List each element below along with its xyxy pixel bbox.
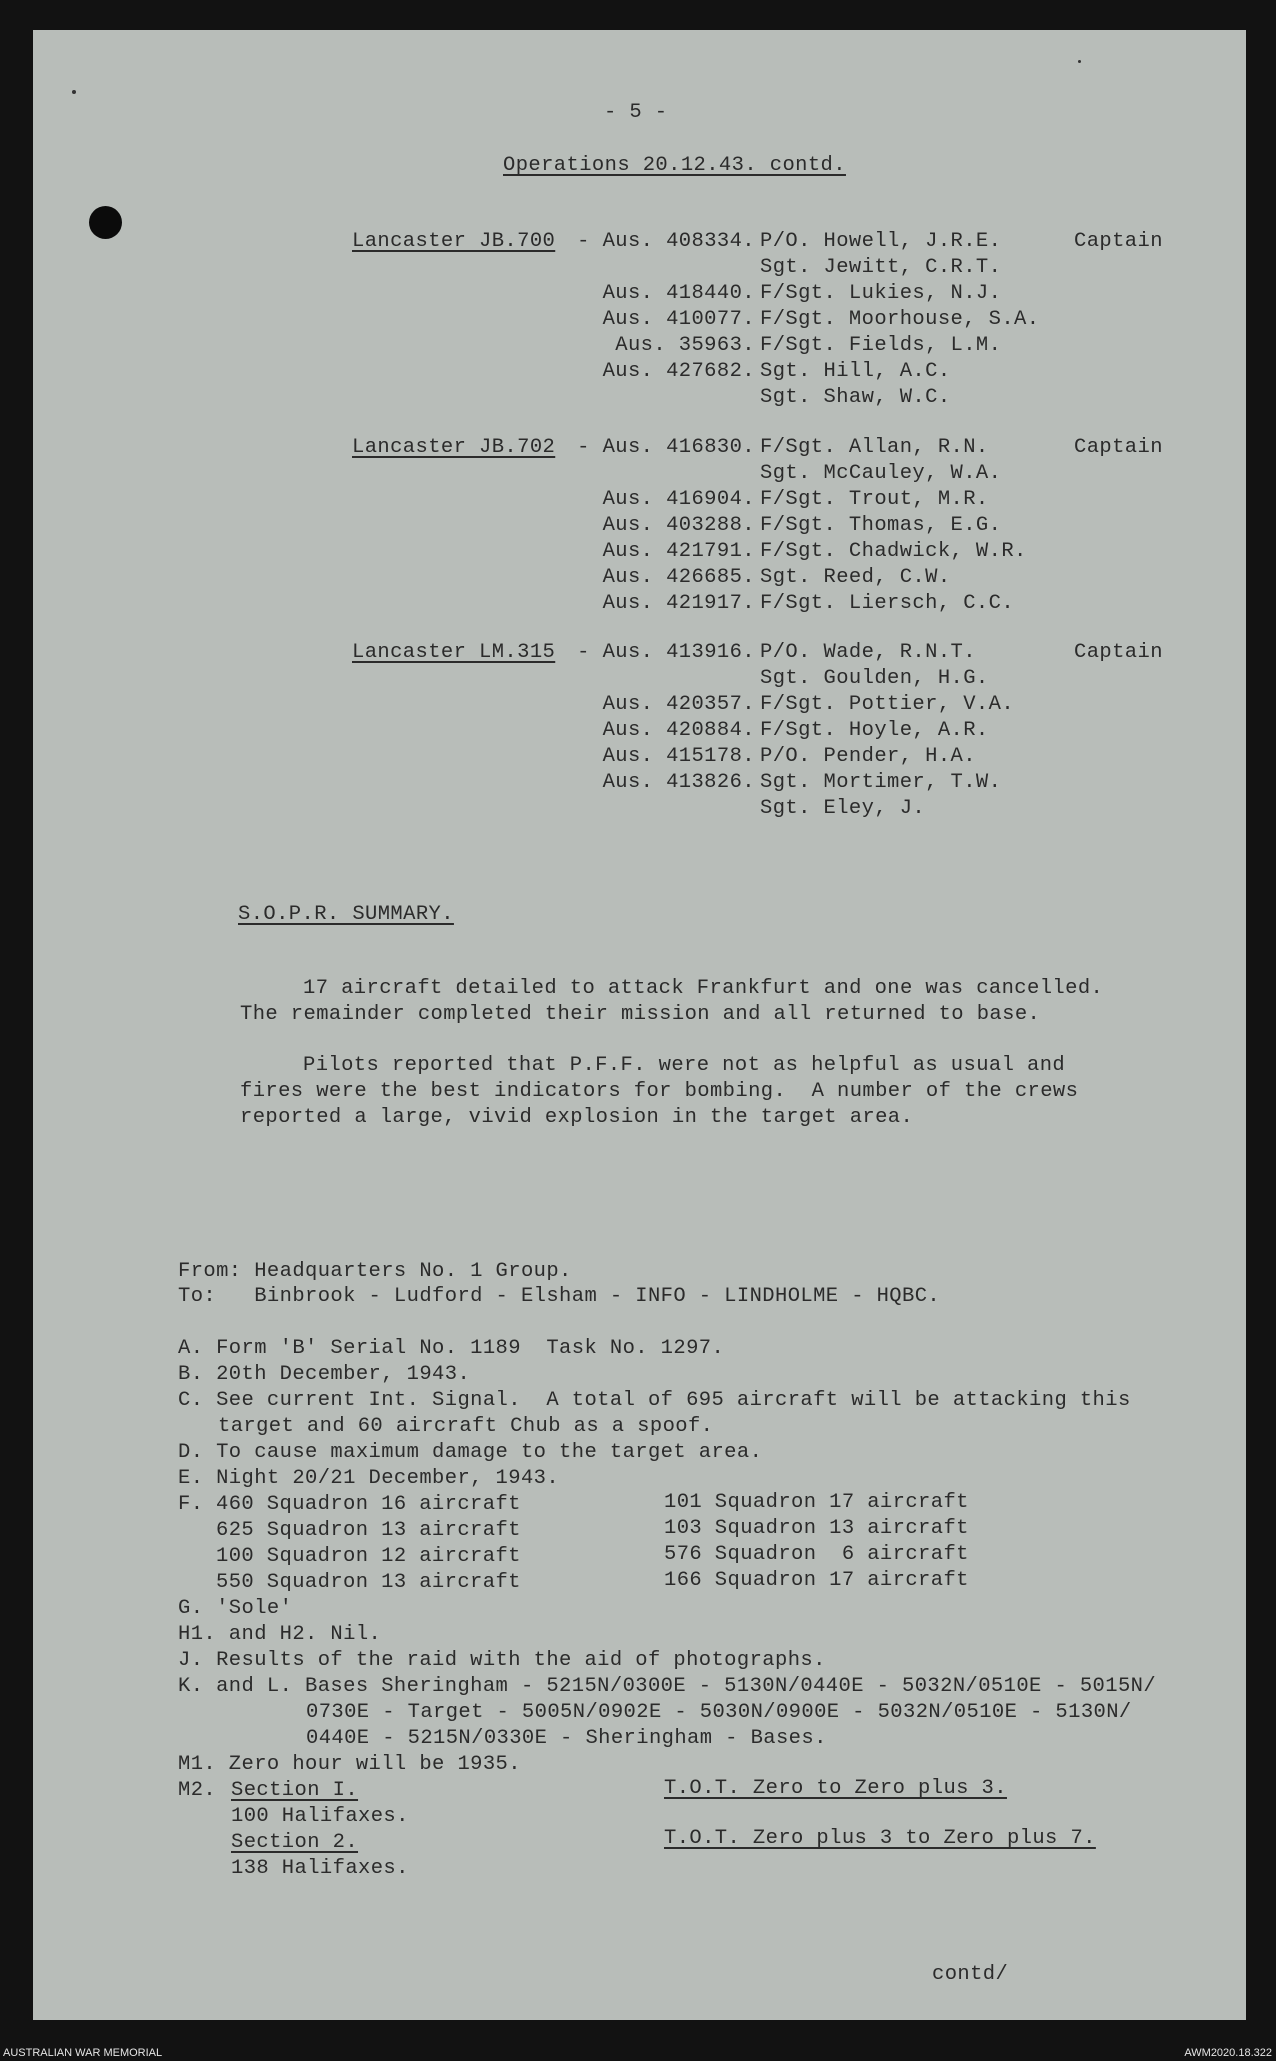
crew-member-name: P/O. Howell, J.R.E. xyxy=(760,230,1002,253)
service-number: Aus. 421917. xyxy=(602,592,755,615)
service-number: Aus. 426685. xyxy=(602,566,755,589)
crew-member-name: F/Sgt. Trout, M.R. xyxy=(760,488,989,511)
crew-member-name: F/Sgt. Liersch, C.C. xyxy=(760,592,1015,615)
captain-label: Captain xyxy=(1074,436,1163,459)
paper-speck xyxy=(1078,60,1081,63)
section-2-tot: T.O.T. Zero plus 3 to Zero plus 7. xyxy=(664,1827,1096,1850)
crew-member-name: Sgt. Reed, C.W. xyxy=(760,566,951,589)
punch-hole xyxy=(89,206,122,239)
aircraft-label: Lancaster LM.315 xyxy=(352,641,556,664)
crew-member-name: F/Sgt. Hoyle, A.R. xyxy=(760,719,989,742)
crew-member-name: Sgt. Jewitt, C.R.T. xyxy=(760,256,1002,279)
summary-line: fires were the best indicators for bombing. A number of the crews xyxy=(240,1080,1079,1103)
crew-member-name: F/Sgt. Moorhouse, S.A. xyxy=(760,308,1040,331)
service-number: Aus. 418440. xyxy=(602,282,755,305)
signal-item-e: E. Night 20/21 December, 1943. xyxy=(178,1467,560,1490)
squadron-allocation: 103 Squadron 13 aircraft xyxy=(664,1517,969,1540)
signal-item-h: H1. and H2. Nil. xyxy=(178,1623,382,1646)
service-number: Aus. 410077. xyxy=(602,308,755,331)
signal-item-c: C. See current Int. Signal. A total of 695 aircraft will be attacking this xyxy=(178,1389,1131,1412)
section-2-detail: 138 Halifaxes. xyxy=(231,1857,409,1880)
service-number: Aus. 420357. xyxy=(602,693,755,716)
section-1-heading: Section I. xyxy=(231,1779,359,1802)
service-number: Aus. 420884. xyxy=(602,719,755,742)
crew-member-name: P/O. Wade, R.N.T. xyxy=(760,641,976,664)
signal-item-f: F. xyxy=(178,1493,204,1516)
contd-note: contd/ xyxy=(932,1963,1009,1986)
squadron-allocation: 625 Squadron 13 aircraft xyxy=(216,1519,521,1542)
summary-line: 17 aircraft detailed to attack Frankfurt and one was cancelled. xyxy=(303,977,1104,1000)
paper-speck xyxy=(72,90,76,94)
footer-archive-name: AUSTRALIAN WAR MEMORIAL xyxy=(3,2047,163,2059)
crew-member-name: F/Sgt. Pottier, V.A. xyxy=(760,693,1015,716)
crew-member-name: F/Sgt. Lukies, N.J. xyxy=(760,282,1002,305)
crew-member-name: Sgt. Hill, A.C. xyxy=(760,360,951,383)
service-number: Aus. 403288. xyxy=(602,514,755,537)
captain-label: Captain xyxy=(1074,230,1163,253)
aircraft-label: Lancaster JB.700 xyxy=(352,230,556,253)
service-number: Aus. 416904. xyxy=(602,488,755,511)
service-number: - Aus. 408334. xyxy=(577,230,755,253)
page-title: Operations 20.12.43. contd. xyxy=(503,154,846,177)
captain-label: Captain xyxy=(1074,641,1163,664)
service-number: Aus. 415178. xyxy=(602,745,755,768)
summary-line: The remainder completed their mission and all returned to base. xyxy=(240,1003,1041,1026)
squadron-allocation: 576 Squadron 6 aircraft xyxy=(664,1543,969,1566)
footer-reference: AWM2020.18.322 xyxy=(1184,2047,1272,2059)
signal-item-a: A. Form 'B' Serial No. 1189 Task No. 1297. xyxy=(178,1337,725,1360)
signal-item-j: J. Results of the raid with the aid of photographs. xyxy=(178,1649,826,1672)
signal-item-d: D. To cause maximum damage to the target area. xyxy=(178,1441,763,1464)
signal-item-b: B. 20th December, 1943. xyxy=(178,1363,471,1386)
squadron-allocation: 166 Squadron 17 aircraft xyxy=(664,1569,969,1592)
crew-member-name: Sgt. Goulden, H.G. xyxy=(760,667,989,690)
crew-member-name: Sgt. Eley, J. xyxy=(760,797,926,820)
signal-item-m1: M1. Zero hour will be 1935. xyxy=(178,1753,521,1776)
crew-member-name: Sgt. McCauley, W.A. xyxy=(760,462,1002,485)
crew-member-name: F/Sgt. Allan, R.N. xyxy=(760,436,989,459)
signal-item-kl: K. and L. Bases Sheringham - 5215N/0300E - 5130N/0440E - 5032N/0510E - 5015N/ xyxy=(178,1675,1157,1698)
service-number: - Aus. 413916. xyxy=(577,641,755,664)
signal-item-m2: M2. xyxy=(178,1779,217,1802)
signal-item-g: G. 'Sole' xyxy=(178,1597,293,1620)
crew-member-name: Sgt. Mortimer, T.W. xyxy=(760,771,1002,794)
squadron-allocation: 100 Squadron 12 aircraft xyxy=(216,1545,521,1568)
section-1-detail: 100 Halifaxes. xyxy=(231,1805,409,1828)
summary-heading: S.O.P.R. SUMMARY. xyxy=(238,903,454,926)
signal-item-c: target and 60 aircraft Chub as a spoof. xyxy=(218,1415,714,1438)
service-number: Aus. 413826. xyxy=(602,771,755,794)
service-number: Aus. 421791. xyxy=(602,540,755,563)
service-number: - Aus. 416830. xyxy=(577,436,755,459)
signal-item-kl: 0730E - Target - 5005N/0902E - 5030N/0900E - 5032N/0510E - 5130N/ xyxy=(306,1701,1132,1724)
section-1-tot: T.O.T. Zero to Zero plus 3. xyxy=(664,1777,1007,1800)
signal-from: From: Headquarters No. 1 Group. xyxy=(178,1260,572,1283)
crew-member-name: P/O. Pender, H.A. xyxy=(760,745,976,768)
summary-line: reported a large, vivid explosion in the target area. xyxy=(240,1106,914,1129)
crew-member-name: F/Sgt. Chadwick, W.R. xyxy=(760,540,1027,563)
section-2-heading: Section 2. xyxy=(231,1831,359,1854)
service-number: Aus. 427682. xyxy=(602,360,755,383)
crew-member-name: Sgt. Shaw, W.C. xyxy=(760,386,951,409)
page-number: - 5 - xyxy=(604,101,668,124)
service-number: Aus. 35963. xyxy=(615,334,755,357)
squadron-allocation: 550 Squadron 13 aircraft xyxy=(216,1571,521,1594)
aircraft-label: Lancaster JB.702 xyxy=(352,436,556,459)
summary-line: Pilots reported that P.F.F. were not as helpful as usual and xyxy=(303,1054,1066,1077)
crew-member-name: F/Sgt. Thomas, E.G. xyxy=(760,514,1002,537)
squadron-allocation: 101 Squadron 17 aircraft xyxy=(664,1491,969,1514)
squadron-allocation: 460 Squadron 16 aircraft xyxy=(216,1493,521,1516)
signal-item-kl: 0440E - 5215N/0330E - Sheringham - Bases. xyxy=(306,1727,827,1750)
crew-member-name: F/Sgt. Fields, L.M. xyxy=(760,334,1002,357)
signal-to: To: Binbrook - Ludford - Elsham - INFO - LINDHOLME - HQBC. xyxy=(178,1285,941,1308)
